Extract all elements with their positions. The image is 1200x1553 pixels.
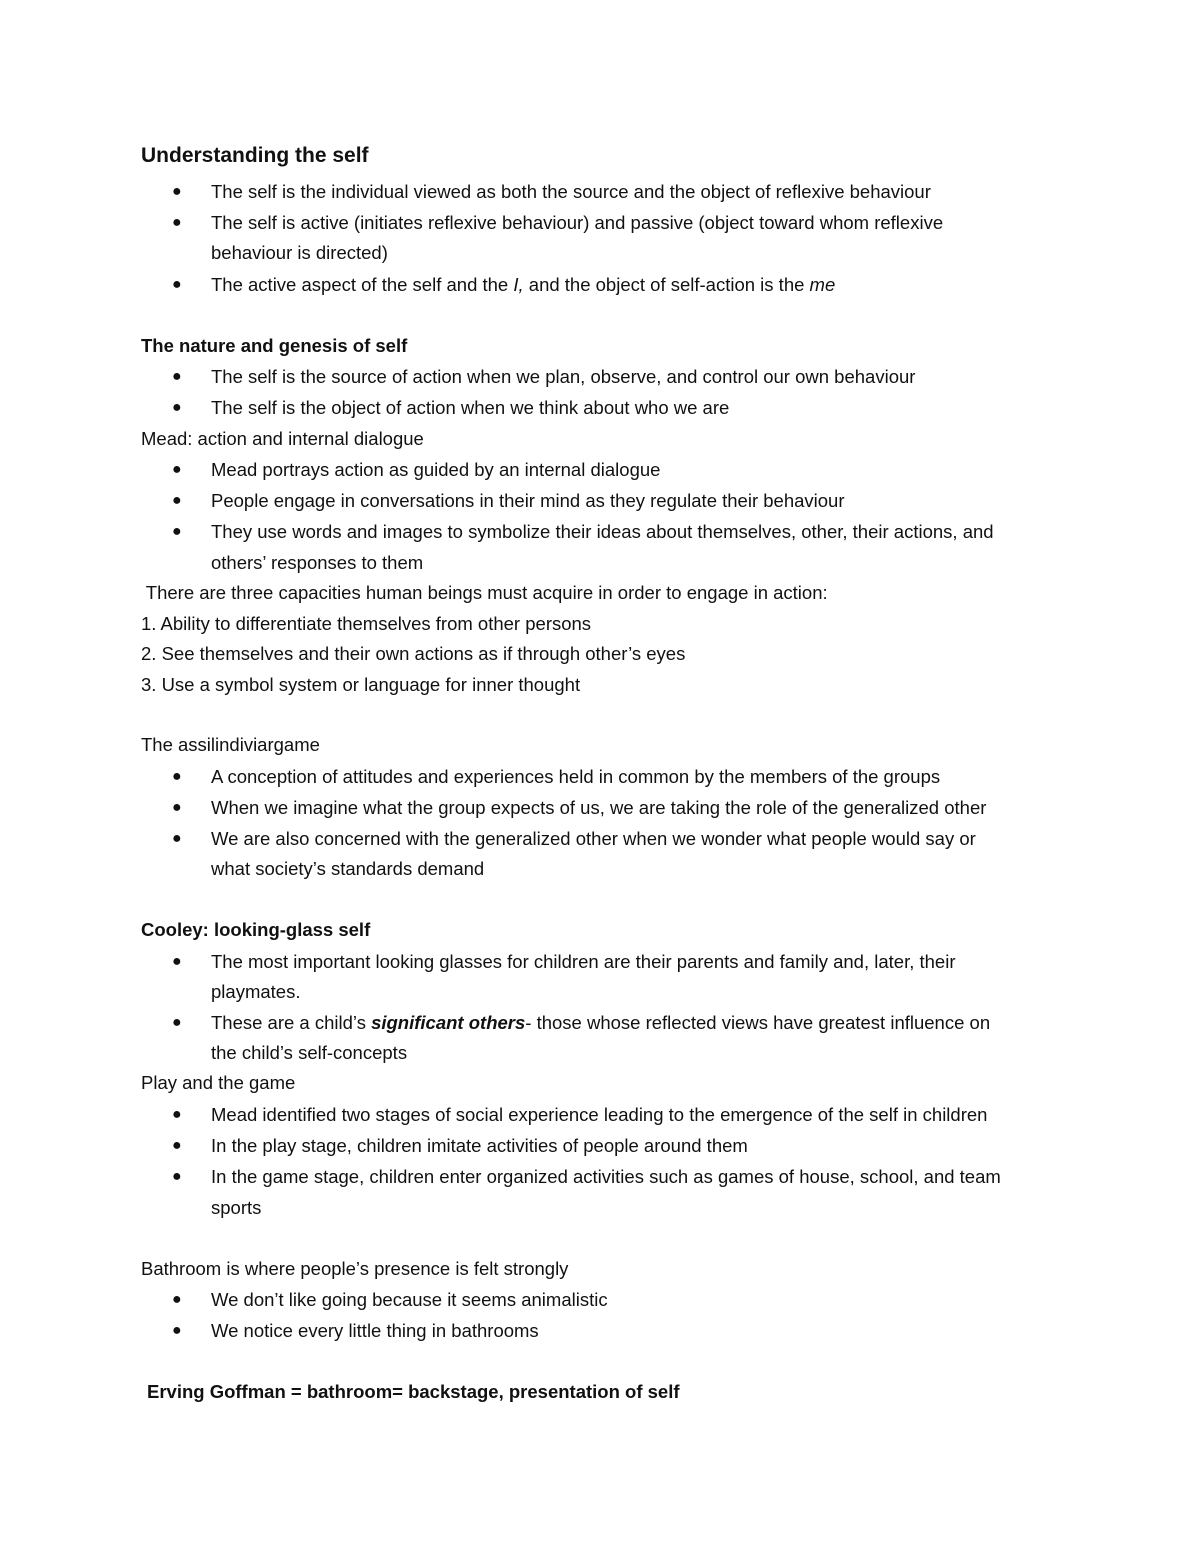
bullet-icon: ● bbox=[172, 183, 182, 200]
italic-term-me: me bbox=[809, 274, 836, 295]
bullet-icon: ● bbox=[172, 368, 182, 385]
subheading-assilindiviargame: The assilindiviargame bbox=[141, 734, 320, 755]
list-item: We don’t like going because it seems animalistic bbox=[211, 1289, 608, 1310]
numbered-item: 3. Use a symbol system or language for inner thought bbox=[141, 674, 581, 695]
text-run: These are a child’s bbox=[211, 1012, 372, 1033]
list-item bbox=[211, 273, 835, 297]
list-item: The self is the individual viewed as both the source and the object of reflexive behaviour bbox=[211, 181, 931, 202]
bullet-icon: ● bbox=[172, 1014, 182, 1031]
bullet-icon: ● bbox=[172, 953, 182, 970]
list-item-continuation: sports bbox=[211, 1197, 262, 1218]
list-item: They use words and images to symbolize their ideas about themselves, other, their actions, and bbox=[211, 521, 994, 542]
bullet-icon: ● bbox=[172, 276, 182, 293]
heading-goffman: Erving Goffman = bathroom= backstage, presentation of self bbox=[147, 1381, 680, 1402]
subheading-play-and-game: Play and the game bbox=[141, 1072, 296, 1093]
bullet-icon: ● bbox=[172, 830, 182, 847]
list-item-continuation: behaviour is directed) bbox=[211, 242, 388, 263]
bullet-icon: ● bbox=[172, 461, 182, 478]
bullet-icon: ● bbox=[172, 492, 182, 509]
bullet-icon: ● bbox=[172, 1291, 182, 1308]
bullet-icon: ● bbox=[172, 1168, 182, 1185]
list-item-continuation: others’ responses to them bbox=[211, 552, 424, 573]
list-item-continuation: what society’s standards demand bbox=[211, 858, 485, 879]
list-item: People engage in conversations in their mind as they regulate their behaviour bbox=[211, 490, 845, 511]
list-item-continuation: the child’s self-concepts bbox=[211, 1042, 408, 1063]
list-item: Mead identified two stages of social experience leading to the emergence of the self in children bbox=[211, 1104, 988, 1125]
bullet-icon: ● bbox=[172, 523, 182, 540]
text-run: - those whose reflected views have greatest influence on bbox=[525, 1012, 991, 1033]
list-item bbox=[211, 1011, 990, 1035]
bullet-icon: ● bbox=[172, 1106, 182, 1123]
italic-term-i: I, bbox=[513, 274, 524, 295]
list-item: The self is active (initiates reflexive behaviour) and passive (object toward whom reflexive bbox=[211, 212, 944, 233]
bullet-icon: ● bbox=[172, 1137, 182, 1154]
list-item: Mead portrays action as guided by an internal dialogue bbox=[211, 459, 661, 480]
paragraph-capacities-intro: There are three capacities human beings must acquire in order to engage in action: bbox=[141, 582, 828, 603]
list-item: A conception of attitudes and experiences held in common by the members of the groups bbox=[211, 766, 941, 787]
list-item: We are also concerned with the generalized other when we wonder what people would say or bbox=[211, 828, 976, 849]
list-item: The self is the source of action when we plan, observe, and control our own behaviour bbox=[211, 366, 916, 387]
bullet-icon: ● bbox=[172, 214, 182, 231]
text-run: and the object of self-action is the bbox=[523, 274, 810, 295]
heading-cooley: Cooley: looking-glass self bbox=[141, 919, 371, 940]
bullet-icon: ● bbox=[172, 768, 182, 785]
bullet-icon: ● bbox=[172, 799, 182, 816]
numbered-item: 1. Ability to differentiate themselves from other persons bbox=[141, 613, 592, 634]
list-item-continuation: playmates. bbox=[211, 981, 301, 1002]
bullet-icon: ● bbox=[172, 399, 182, 416]
list-item: When we imagine what the group expects of us, we are taking the role of the generalized other bbox=[211, 797, 987, 818]
list-item: The most important looking glasses for children are their parents and family and, later, their bbox=[211, 951, 956, 972]
list-item: In the game stage, children enter organized activities such as games of house, school, and team bbox=[211, 1166, 1001, 1187]
numbered-item: 2. See themselves and their own actions as if through other’s eyes bbox=[141, 643, 686, 664]
heading-understanding-the-self: Understanding the self bbox=[141, 144, 369, 167]
bullet-icon: ● bbox=[172, 1322, 182, 1339]
bold-italic-term: significant others bbox=[371, 1012, 526, 1033]
list-item: In the play stage, children imitate activities of people around them bbox=[211, 1135, 748, 1156]
list-item: We notice every little thing in bathrooms bbox=[211, 1320, 539, 1341]
list-item: The self is the object of action when we think about who we are bbox=[211, 397, 730, 418]
subheading-bathroom: Bathroom is where people’s presence is felt strongly bbox=[141, 1258, 569, 1279]
heading-nature-and-genesis: The nature and genesis of self bbox=[141, 335, 408, 356]
text-run: The active aspect of the self and the bbox=[211, 274, 514, 295]
subheading-mead: Mead: action and internal dialogue bbox=[141, 428, 424, 449]
